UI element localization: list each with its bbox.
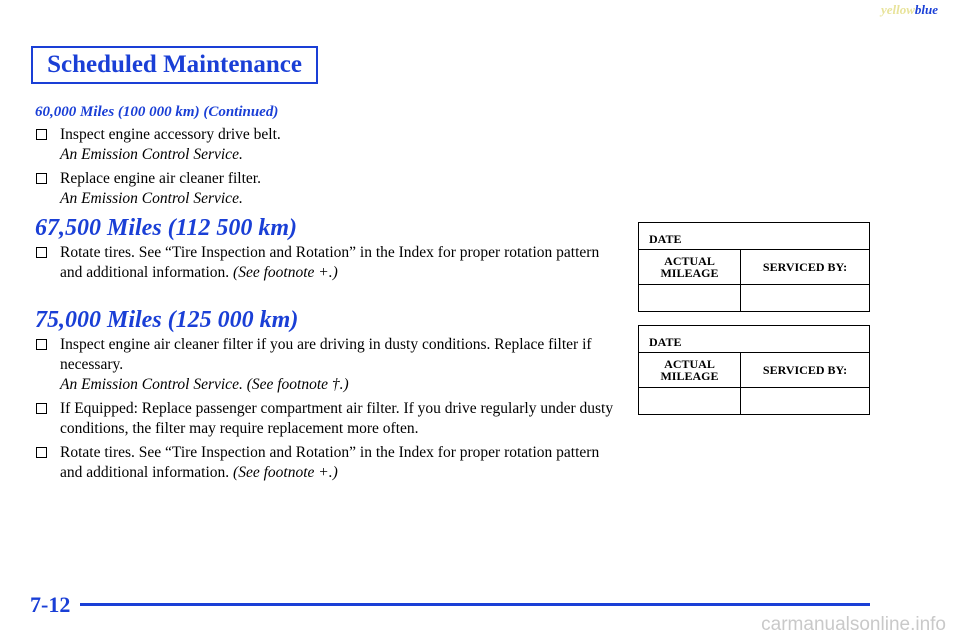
item-note: An Emission Control Service. xyxy=(60,190,243,207)
record-blank-row xyxy=(639,388,869,414)
maintenance-item xyxy=(35,399,615,439)
service-record-table xyxy=(638,222,870,312)
mileage-header: ACTUAL MILEAGE xyxy=(639,250,741,284)
serviced-by-cell xyxy=(741,285,869,311)
item-note: An Emission Control Service. xyxy=(60,146,243,163)
item-text: Rotate tires. See “Tire Inspection and Rotation” in the Index for proper rotation pattern and additional information. xyxy=(60,444,600,481)
checkbox-icon xyxy=(36,247,47,258)
maintenance-item xyxy=(35,125,615,165)
record-header-row xyxy=(639,353,869,388)
checkbox-icon xyxy=(36,129,47,140)
mileage-cell xyxy=(639,388,741,414)
record-blank-row xyxy=(639,285,869,311)
section-header xyxy=(31,46,318,84)
item-text: Inspect engine air cleaner filter if you are driving in dusty conditions. Replace filter if necessary. xyxy=(60,336,592,373)
item-note: An Emission Control Service. (See footnote †.) xyxy=(60,376,349,393)
date-label: DATE xyxy=(649,335,682,349)
item-text: Replace engine air cleaner filter. xyxy=(60,170,261,187)
item-text: If Equipped: Replace passenger compartment air filter. If you drive regularly under dusty conditions, the filter may require replacement more often. xyxy=(60,400,614,437)
record-header-row xyxy=(639,250,869,285)
continued-heading: 60,000 Miles (100 000 km) (Continued) xyxy=(35,104,279,120)
section-header-title: Scheduled Maintenance xyxy=(47,51,302,78)
maintenance-item xyxy=(35,169,615,209)
checkbox-icon xyxy=(36,403,47,414)
page-number: 7-12 xyxy=(30,592,71,617)
mileage-cell xyxy=(639,285,741,311)
date-field xyxy=(639,326,869,353)
checkbox-icon xyxy=(36,339,47,350)
color-tag-yellow: yellow xyxy=(880,2,915,17)
serviced-by-header: SERVICED BY: xyxy=(762,362,848,377)
date-label: DATE xyxy=(649,232,682,246)
item-note: (See footnote +.) xyxy=(233,264,338,281)
maintenance-content xyxy=(35,104,615,487)
serviced-by-cell xyxy=(741,388,869,414)
color-tag-blue: blue xyxy=(914,2,938,17)
date-field xyxy=(639,223,869,250)
color-tag xyxy=(881,2,938,18)
mileage-header: ACTUAL MILEAGE xyxy=(639,353,741,387)
checkbox-icon xyxy=(36,173,47,184)
serviced-by-header: SERVICED BY: xyxy=(762,259,848,274)
section-heading-75000: 75,000 Miles (125 000 km) xyxy=(35,307,299,333)
maintenance-item xyxy=(35,443,615,483)
maintenance-item xyxy=(35,335,615,395)
footer-rule xyxy=(80,603,870,606)
checkbox-icon xyxy=(36,447,47,458)
maintenance-item xyxy=(35,243,615,283)
watermark: carmanualsonline.info xyxy=(761,614,946,635)
item-text: Rotate tires. See “Tire Inspection and Rotation” in the Index for proper rotation pattern and additional information. xyxy=(60,244,600,281)
item-note: (See footnote +.) xyxy=(233,464,338,481)
section-heading-67500: 67,500 Miles (112 500 km) xyxy=(35,215,297,241)
item-text: Inspect engine accessory drive belt. xyxy=(60,126,281,143)
service-record-table xyxy=(638,325,870,415)
